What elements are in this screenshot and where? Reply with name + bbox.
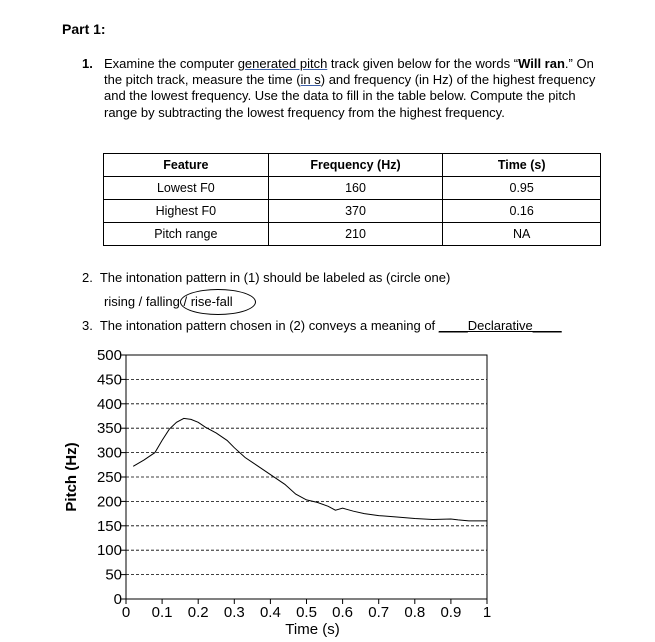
in-s-phrase: in s: [300, 72, 321, 88]
x-tick-label: 0.7: [368, 604, 390, 621]
question-1-text: Examine the computer generated pitch track given below for the words “Will ran.” On the pitch track, measure the time (in s) and frequency (in Hz) of the highest frequency and the lowest frequency. Use the data to fill in the table below. Compute the pitch range by subtracting the lowest frequency from the highest frequency.: [104, 56, 596, 120]
table-cell: 210: [268, 223, 443, 246]
y-tick-label: 400: [96, 395, 122, 413]
table-cell: 370: [268, 200, 443, 223]
y-axis-label: Pitch (Hz): [63, 442, 80, 512]
x-tick-label: 0.2: [187, 604, 209, 621]
x-tick-label: 0.8: [404, 604, 426, 621]
table-cell: NA: [443, 223, 601, 246]
x-tick-label: 0: [121, 604, 131, 621]
y-tick-label: 0: [113, 591, 122, 608]
x-tick-label: 0.1: [151, 604, 173, 621]
y-tick-label: 450: [96, 371, 122, 389]
generated-pitch-phrase: generated pitch: [237, 56, 328, 71]
table-row: [104, 177, 601, 200]
table-cell: 0.95: [443, 177, 601, 200]
question-3: [82, 318, 562, 333]
y-tick-label: 150: [96, 517, 122, 535]
x-tick-label: 0.4: [259, 604, 281, 621]
question-2-text: The intonation pattern in (1) should be labeled as (circle one): [99, 270, 451, 285]
y-tick-label: 100: [96, 542, 122, 560]
x-tick-label: 0.6: [332, 604, 354, 621]
x-tick-label: 0.3: [223, 604, 245, 621]
x-tick-label: 0.9: [440, 604, 462, 621]
target-words: Will ran: [518, 56, 565, 71]
table-cell: Highest F0: [104, 200, 269, 223]
y-axis: [97, 347, 126, 608]
x-tick-label: 1: [482, 604, 492, 621]
header-time: Time (s): [443, 154, 601, 177]
y-tick-label: 200: [96, 493, 122, 511]
table-row: [104, 200, 601, 223]
x-axis-label: Time (s): [285, 621, 340, 638]
question-1-number: 1.: [82, 56, 93, 71]
x-axis: [122, 599, 491, 621]
pitch-track-line: [133, 418, 487, 521]
y-tick-label: 350: [96, 420, 122, 438]
chart-grid: [126, 379, 487, 574]
header-feature: Feature: [104, 154, 269, 177]
question-3-number: 3.: [82, 318, 93, 333]
x-tick-label: 0.5: [296, 604, 317, 621]
question-2: [82, 270, 451, 309]
part-title: Part 1:: [62, 21, 106, 37]
table-cell: 0.16: [443, 200, 601, 223]
table-cell: Lowest F0: [104, 177, 269, 200]
data-table: [103, 153, 601, 246]
pitch-chart: [0, 340, 655, 642]
y-tick-label: 500: [96, 347, 122, 364]
question-2-options: rising / falling / rise-fall: [104, 294, 233, 309]
table-cell: Pitch range: [104, 223, 269, 246]
question-1: [82, 56, 602, 121]
table-header-row: [104, 154, 601, 177]
table-row: [104, 223, 601, 246]
header-frequency: Frequency (Hz): [268, 154, 443, 177]
table-cell: 160: [268, 177, 443, 200]
question-3-text: The intonation pattern chosen in (2) conveys a meaning of: [99, 318, 439, 333]
y-tick-label: 50: [105, 566, 122, 584]
y-tick-label: 250: [96, 469, 122, 486]
question-2-number: 2.: [82, 270, 93, 285]
question-3-answer: ____Declarative____: [438, 318, 562, 333]
y-tick-label: 300: [96, 444, 122, 462]
circled-answer-oval: [180, 289, 256, 315]
